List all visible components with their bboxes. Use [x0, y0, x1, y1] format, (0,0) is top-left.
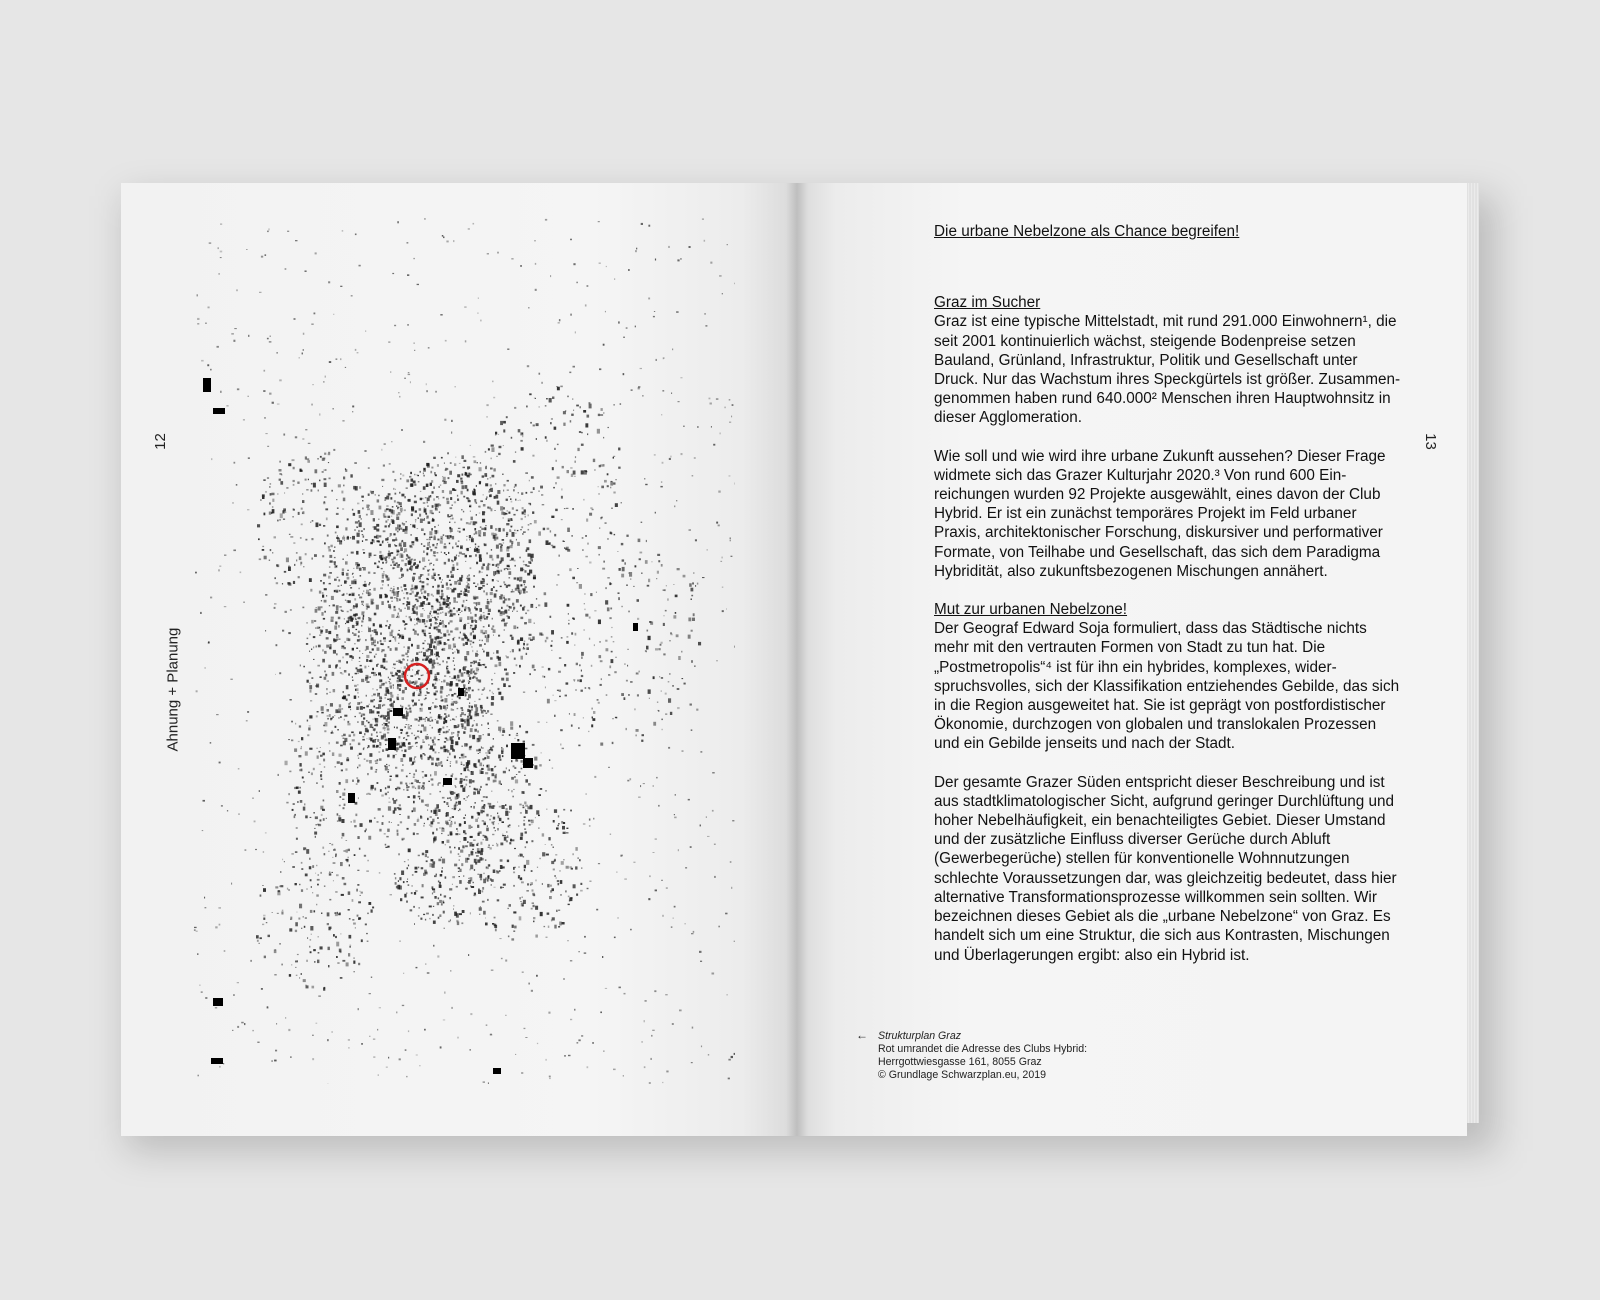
- page-edges: [1467, 183, 1479, 1123]
- paragraph: Der Geograf Edward Soja formuliert, dass das Städtische nichts mehr mit den vertrauten Formen von Stadt zu tun hat. Die „Postmetropolis“⁴ ist für ihn ein hybrides, komplexes, widerspruchsvolles, sich der Klassifikation entziehendes Gebilde, das sich in die Region ausgeweitet hat. Sie ist geprägt von postfordistischer Ökonomie, durchzogen von globalen und translokalen Prozessen und ein Gebilde jenseits und nach der Stadt.: [934, 620, 1400, 753]
- caption-line: Rot umrandet die Adresse des Clubs Hybrid:: [878, 1043, 1088, 1055]
- paragraph: Der gesamte Grazer Süden entspricht dieser Beschreibung und ist aus stadtklimatologischer Sicht, aufgrund geringer Durchlüftung und hoher Nebelhäufigkeit, ein benachteiligtes Gebiet. Dieser Umstand und der zusätzliche Einfluss diverser Gerüche durch Abluft (Gewerbegerüche) stellen für konventionelle Wohnnutzungen schlechte Voraussetzungen dar, was gleichzeitig bedeutet, dass hier alternative Transformationsprozesse willkommen sein sollten. Wir bezeichnen dieses Gebiet als die „urbane Nebelzone“ von Graz. Es handelt sich um eine Struktur, die sich aus Kontrasten, Mischungen und Überlagerungen ergibt: also ein Hybrid ist.: [934, 773, 1397, 964]
- caption-line: Herrgottwiesgasse 161, 8055 Graz: [878, 1056, 1042, 1068]
- caption-line: © Grundlage Schwarzplan.eu, 2019: [878, 1069, 1046, 1081]
- running-head: Ahnung + Planung: [164, 627, 182, 752]
- page-number-left: 12: [151, 433, 169, 450]
- arrow-left-icon: ←: [856, 1028, 868, 1042]
- article-column: [934, 222, 1404, 984]
- club-hybrid-marker: [405, 664, 429, 688]
- figure-ground-city-map-icon: [193, 218, 735, 1084]
- section-heading-nebelzone: Mut zur urbanen Nebelzone!: [934, 601, 1128, 619]
- section-heading-graz: Graz im Sucher: [934, 294, 1041, 312]
- figure-ground-map: [193, 218, 735, 1084]
- book-gutter: [786, 183, 808, 1136]
- paragraph: Wie soll und wie wird ihre urbane Zukunft aussehen? Dieser Frage widmete sich das Grazer Kulturjahr 2020.³ Von rund 600 Einreichungen wurden 92 Projekte ausgewählt, eines davon der Club Hybrid. Er ist ein zunächst temporäres Projekt im Feld urbaner Praxis, architektonischer Forschung, diskursiver und performativer Formate, von Teilhabe und Gesellschaft, das sich dem Paradigma Hybridität, also zukunftsbezogenen Mischungen annähert.: [934, 447, 1386, 580]
- map-caption: [856, 1028, 1088, 1082]
- page-number-right: 13: [1421, 433, 1439, 450]
- article-title: Die urbane Nebelzone als Chance begreifen!: [934, 223, 1240, 240]
- caption-title: Strukturplan Graz: [878, 1030, 962, 1042]
- paragraph: Graz ist eine typische Mittelstadt, mit rund 291.000 Einwohnern¹, die seit 2001 kontinuierlich wächst, steigende Bodenpreise setzen Bauland, Grünland, Infrastruktur, Politik und Gesellschaft unter Druck. Nur das Wachstum ihres Speckgürtels ist größer. Zusammengenommen haben rund 640.000² Menschen ihren Hauptwohnsitz in dieser Agglomeration.: [934, 313, 1401, 427]
